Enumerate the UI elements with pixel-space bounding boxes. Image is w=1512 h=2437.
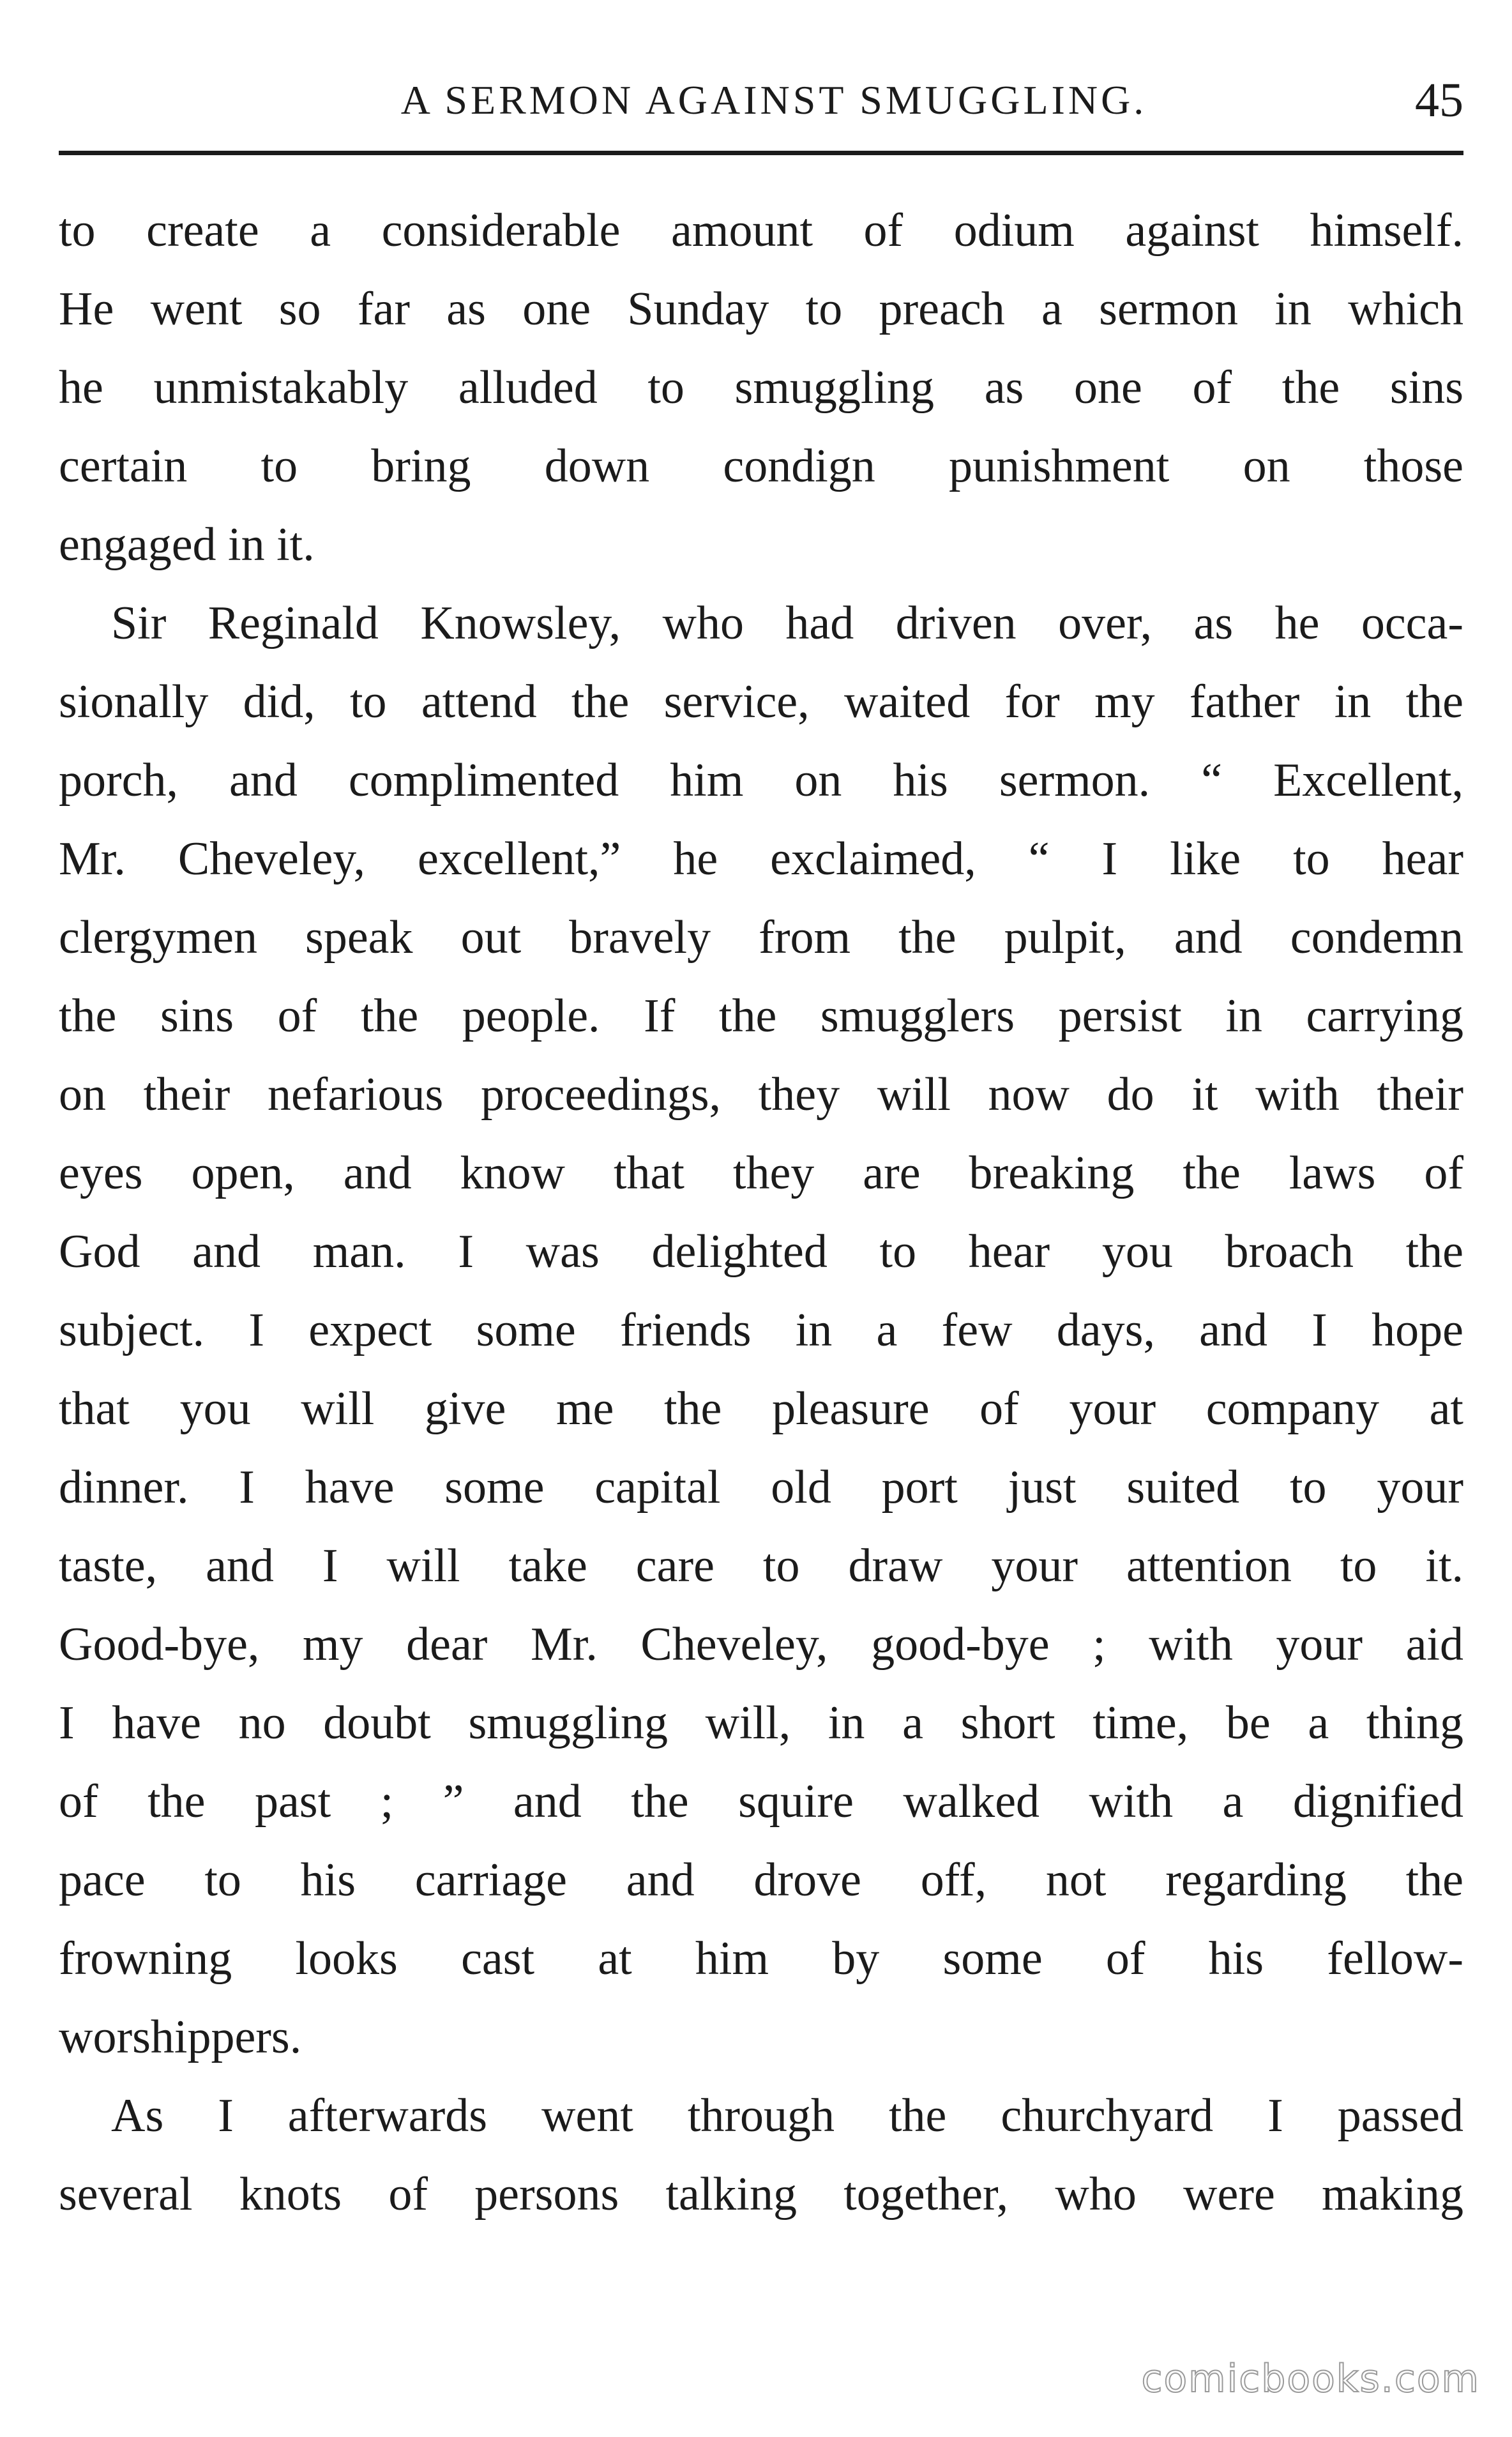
text-line: porch, and complimented him on his sermon. “ Excellent, [59, 754, 1463, 807]
text-line: subject. I expect some friends in a few days, and I hope [59, 1304, 1463, 1356]
text-line: clergymen speak out bravely from the pulpit, and condemn [59, 911, 1463, 964]
text-line: frowning looks cast at him by some of his fellow- [59, 1932, 1463, 1985]
text-line: Mr. Cheveley, excellent,” he exclaimed, “ I like to hear [59, 833, 1463, 885]
page-number: 45 [1415, 73, 1463, 127]
text-line: I have no doubt smuggling will, in a short time, be a thing [59, 1697, 1463, 1749]
text-line: As I afterwards went through the churchyard I passed [111, 2090, 1463, 2142]
text-line: he unmistakably alluded to smuggling as one of the sins [59, 361, 1463, 414]
text-line: of the past ; ” and the squire walked with a dignified [59, 1775, 1463, 1828]
chapter-title: A SERMON AGAINST SMUGGLING. [400, 77, 1147, 123]
header-rule [59, 151, 1463, 155]
body-text [59, 192, 1463, 2234]
text-line: eyes open, and know that they are breaking the laws of [59, 1147, 1463, 1199]
text-line: certain to bring down condign punishment on those [59, 440, 1463, 492]
text-line: that you will give me the pleasure of your company at [59, 1383, 1463, 1435]
text-line: Good-bye, my dear Mr. Cheveley, good-bye ; with your aid [59, 1618, 1463, 1671]
text-line: the sins of the people. If the smugglers persist in carrying [59, 990, 1463, 1042]
text-line: engaged in it. [59, 519, 315, 571]
text-line: pace to his carriage and drove off, not regarding the [59, 1854, 1463, 1906]
text-line: dinner. I have some capital old port just suited to your [59, 1461, 1463, 1514]
text-line: several knots of persons talking together, who were making [59, 2168, 1463, 2221]
text-line: God and man. I was delighted to hear you broach the [59, 1226, 1463, 1278]
running-head [59, 59, 1463, 142]
text-line: worshippers. [59, 2011, 302, 2063]
watermark: comicbooks.com [1141, 2357, 1480, 2401]
text-line: taste, and I will take care to draw your attention to it. [59, 1540, 1463, 1592]
text-line: Sir Reginald Knowsley, who had driven over, as he occa- [111, 597, 1463, 649]
text-line: He went so far as one Sunday to preach a sermon in which [59, 283, 1463, 335]
text-line: on their nefarious proceedings, they will now do it with their [59, 1068, 1463, 1121]
text-line: sionally did, to attend the service, waited for my father in the [59, 676, 1463, 728]
text-line: to create a considerable amount of odium against himself. [59, 204, 1463, 257]
